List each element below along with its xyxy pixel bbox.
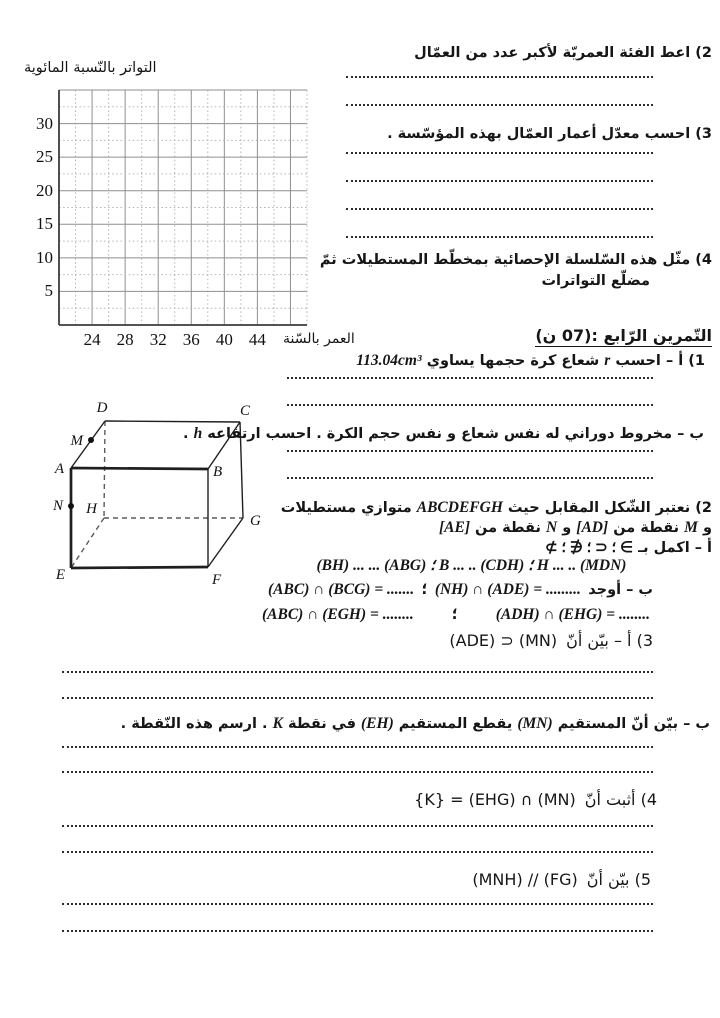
q1a-volume-value: 113.04cm³ [356,352,422,369]
y-axis-tick: 25 [36,147,53,167]
q3a-line [449,631,653,650]
answer-dotted-line [346,152,653,154]
q2-segment-AD: [AD] [576,519,609,536]
q4-label: 4) أثبت أنّ [584,790,657,809]
q2-point-M: M [684,519,698,536]
q2-segment-AE: [AE] [439,519,470,536]
edge-CB [208,422,240,469]
answer-dotted-line [62,930,653,932]
x-axis-tick: 28 [116,330,134,349]
vertex-label-G: G [250,513,261,529]
answer-dotted-line [287,377,653,379]
q2-ar-part: نقطة من [470,520,546,536]
q1a-ar-part: 1) أ – احسب [610,353,705,369]
q5-label: 5) بيّن أنّ [586,870,651,889]
chart-plot [36,90,307,349]
edge-GF [208,518,243,567]
q5-line [472,870,651,889]
chart-x-axis-title: العمر بالسّنة [283,331,355,347]
q3a-label: 3) أ – بيّن أنّ [566,631,653,650]
q2b-equation-3: (ADH) ∩ (EHG) = ........ [495,606,650,623]
exercise-4-heading [535,326,712,346]
point-M-dot [88,437,94,443]
answer-dotted-line [346,180,653,182]
answer-dotted-line [62,851,653,853]
q2b-line1 [268,580,653,599]
answer-dotted-line [287,404,653,406]
x-axis-tick: 24 [83,330,101,349]
q2a-equation-line: (BH) ... ... (ABG) ؛ B ... .. (CDH) ؛ H ... .. (MDN) [316,557,627,574]
y-axis-tick: 30 [36,113,53,133]
arabic-semicolon: ؛ [421,580,428,598]
q2b-label: ب – أوجد [588,582,653,598]
stats-question-3: 3) احسب معدّل أعمار العمّال بهذه المؤسّسة . [387,126,712,142]
q3b-line-EH: (EH) [361,715,394,732]
q2-ar-part: متوازي مستطيلات [280,500,417,516]
y-axis-tick: 5 [44,281,53,301]
q2-ar-part: 2) نعتبر الشّكل المقابل حيث [502,500,712,516]
edge-DC [105,421,240,422]
vertex-label-D: D [96,400,108,416]
q3b-ar-part: يقطع المستقيم [393,716,518,732]
vertex-label-N: N [52,498,63,514]
y-axis-tick: 10 [36,247,53,267]
edge-CG [240,422,243,518]
x-axis-tick: 40 [215,330,233,349]
edge-EF [71,567,208,568]
answer-dotted-line [62,825,653,827]
x-axis-tick: 32 [149,330,167,349]
q2-line1 [281,498,712,517]
q2b-equation-4: (ABC) ∩ (EGH) = ........ [262,606,414,623]
q3b-ar-part: ب – بيّن أنّ المستقيم [552,716,710,732]
answer-dotted-line [62,671,653,673]
q2a-ar-part: أ – اكمل بـ [633,540,712,556]
answer-dotted-line [287,477,653,479]
edge-HE [71,518,104,568]
answer-dotted-line [346,104,653,106]
vertex-label-M: M [70,433,83,449]
q4-equation: (MN) ∩ (EHG) = {K} [414,790,576,809]
answer-dotted-line [346,208,653,210]
answer-dotted-line [346,76,653,78]
vertex-label-C: C [239,403,251,419]
point-N-dot [68,503,74,509]
vertex-label-F: F [212,572,222,588]
x-axis-tick: 36 [182,330,200,349]
y-axis-tick: 20 [36,180,53,200]
answer-dotted-line [287,450,653,452]
stats-question-2: 2) اعط الفئة العمريّة لأكبر عدد من العمّال [414,45,712,61]
q1a-var-r: r [604,352,611,369]
q5-equation: (FG) // (MNH) [472,870,578,889]
exercise-4-heading-text: التّمرين الرّابع :(07 ن) [535,326,712,345]
q3b-line-MN: (MN) [517,715,553,732]
q3a-equation: (MN) ⊂ (ADE) [449,631,558,650]
q2-point-N: N [545,519,558,536]
q2a-label [545,539,712,558]
answer-dotted-line [62,746,653,748]
q1b-ar-part: ب – مخروط دوراني له نفس شعاع و نفس حجم الكرة . احسب ارتفاعه [202,426,704,442]
q3b-point-K: K [272,715,283,732]
q2a-set-symbols: ⊄ ؛ ⊂ ؛ ∉ ؛ ∈ [545,540,634,556]
answer-dotted-line [62,903,653,905]
q3b-text [121,714,710,733]
vertex-label-A: A [54,461,64,477]
q2-ar-part: و [557,520,577,536]
vertex-label-H: H [86,501,97,517]
q4-line [414,790,657,809]
q2-line2 [439,518,712,537]
chart-grid [59,90,307,325]
answer-dotted-line [62,697,653,699]
stats-question-4-line2: مضلّع التواترات [541,273,650,289]
q2-ar-part: نقطة من [608,520,685,536]
q1a-text [356,351,705,370]
q2-solid-name: ABCDEFGH [416,499,503,516]
stats-question-4-line1: 4) مثّل هذه السّلسلة الإحصائية بمخطّط المستطيلات ثمّ [319,252,712,268]
vertex-label-E: E [55,567,65,583]
vertex-label-B: B [213,464,223,480]
cuboid-figure [45,392,295,604]
q1a-ar-part: شعاع كرة حجمها يساوي [421,353,605,369]
y-axis-tick: 15 [36,214,53,234]
q3b-ar-part: في نقطة [282,716,362,732]
q1b-ar-part: . [183,426,194,442]
edge-AB [71,468,208,469]
answer-dotted-line [346,236,653,238]
chart-y-axis-title: التواتر بالنّسبة المائوية [24,60,157,76]
answer-dotted-line [62,771,653,773]
q2-ar-part: و [697,520,712,536]
arabic-semicolon: ؛ [451,605,458,623]
q3b-ar-part: . ارسم هذه النّقطة . [120,716,273,732]
q2b-line2 [262,605,650,624]
q2b-equation-2: (ABC) ∩ (BCG) = ....... [268,581,415,598]
x-axis-tick: 44 [248,330,266,349]
q1b-var-h: h [193,425,203,442]
q2b-equation-1: (NH) ∩ (ADE) = ......... [434,581,581,598]
